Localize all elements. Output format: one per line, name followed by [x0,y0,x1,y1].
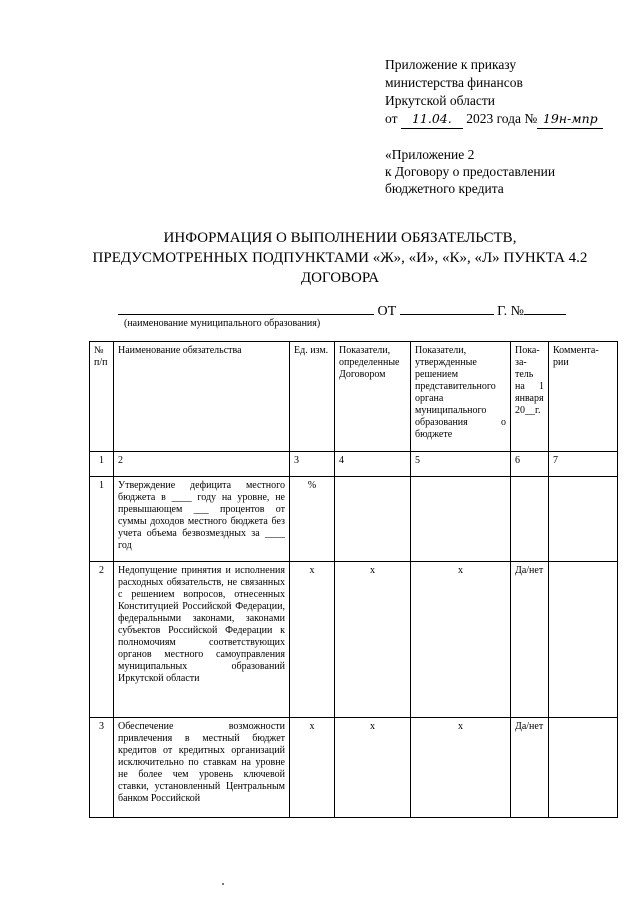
handwritten-date: 11.04. [401,110,463,129]
column-number: 2 [114,452,290,477]
row-number: 3 [90,718,114,818]
column-number: 5 [411,452,511,477]
obligation-name: Недопущение принятия и исполнения расходных обязательств, не связанных с решением вопросов, отнесенных Конституцией Российской Федерации, федеральными законами, законами субъектов Российской Федерации к полномочиям соответствующих органов местного самоуправления муниципальных образований Иркутской области [114,562,290,718]
from-label: ОТ [377,304,397,319]
obligation-name: Обеспечение возможности привлечения в местный бюджет кредитов от кредитных организаций исключительно по ставкам на уровне не более чем уровень ключевой ставки, установленный Центральным банком Российской [114,718,290,818]
indicator-cell [511,477,549,562]
budget-value-cell: x [411,718,511,818]
table-row [90,562,618,718]
obligation-name: Утверждение дефицита местного бюджета в ____ году на уровне, не превышающем ___ процентов от суммы доходов местного бюджета без учета объема безвозмездных за ____ год [114,477,290,562]
unit-cell: x [290,718,335,818]
obligations-table [89,341,618,818]
title-line-2: ПРЕДУСМОТРЕННЫХ ПОДПУНКТАМИ «Ж», «И», «К», «Л» ПУНКТА 4.2 [92,250,588,266]
table-numbering-row [90,452,618,477]
annex-block [385,56,603,129]
row-number: 2 [90,562,114,718]
scan-artifact-dot [222,883,224,885]
title-line-1: ИНФОРМАЦИЯ О ВЫПОЛНЕНИИ ОБЯЗАТЕЛЬСТВ, [163,230,517,246]
annex2-line-1: «Приложение 2 [385,147,475,162]
annex-line-1: Приложение к приказу [385,57,517,72]
budget-value-cell: x [411,562,511,718]
title-line-3: ДОГОВОРА [300,270,380,286]
annex2-block [385,146,555,197]
number-blank [524,301,566,315]
row-number: 1 [90,477,114,562]
column-number: 6 [511,452,549,477]
column-number: 3 [290,452,335,477]
column-number: 4 [335,452,411,477]
unit-cell: % [290,477,335,562]
date-blank [400,301,494,315]
header-cell: Наименование обязательства [114,342,290,452]
municipality-blank [118,301,374,315]
header-cell: Показатели, утвержденные решением представительного органа муниципального образования о бюджете [411,342,511,452]
annex-line-2: министерства финансов [385,75,523,90]
header-cell: Пока-за-тель на 1 января 20__г. [511,342,549,452]
table-header-row [90,342,618,452]
indicator-cell: Да/нет [511,562,549,718]
handwritten-number: 19н-мпр [537,110,603,129]
header-cell: № п/п [90,342,114,452]
column-number: 7 [549,452,618,477]
header-cell: Показатели, определенные Договором [335,342,411,452]
contract-value-cell [335,477,411,562]
comment-cell [549,562,618,718]
annex-line-3: Иркутской области [385,93,496,108]
header-cell: Коммента-рии [549,342,618,452]
table-row [90,718,618,818]
contract-value-cell: x [335,562,411,718]
contract-value-cell: x [335,718,411,818]
table-row [90,477,618,562]
unit-cell: x [290,562,335,718]
comment-cell [549,477,618,562]
header-cell: Ед. изм. [290,342,335,452]
indicator-cell: Да/нет [511,718,549,818]
annex2-line-3: бюджетного кредита [385,181,504,196]
document-title [60,228,620,288]
municipality-caption: (наименование муниципального образования) [124,318,321,329]
column-number: 1 [90,452,114,477]
annex-date-line [385,110,603,129]
year-text: 2023 года № [466,111,538,126]
budget-value-cell [411,477,511,562]
comment-cell [549,718,618,818]
annex2-line-2: к Договору о предоставлении [385,164,556,179]
number-label: Г. № [497,304,525,319]
date-prefix: от [385,111,398,126]
